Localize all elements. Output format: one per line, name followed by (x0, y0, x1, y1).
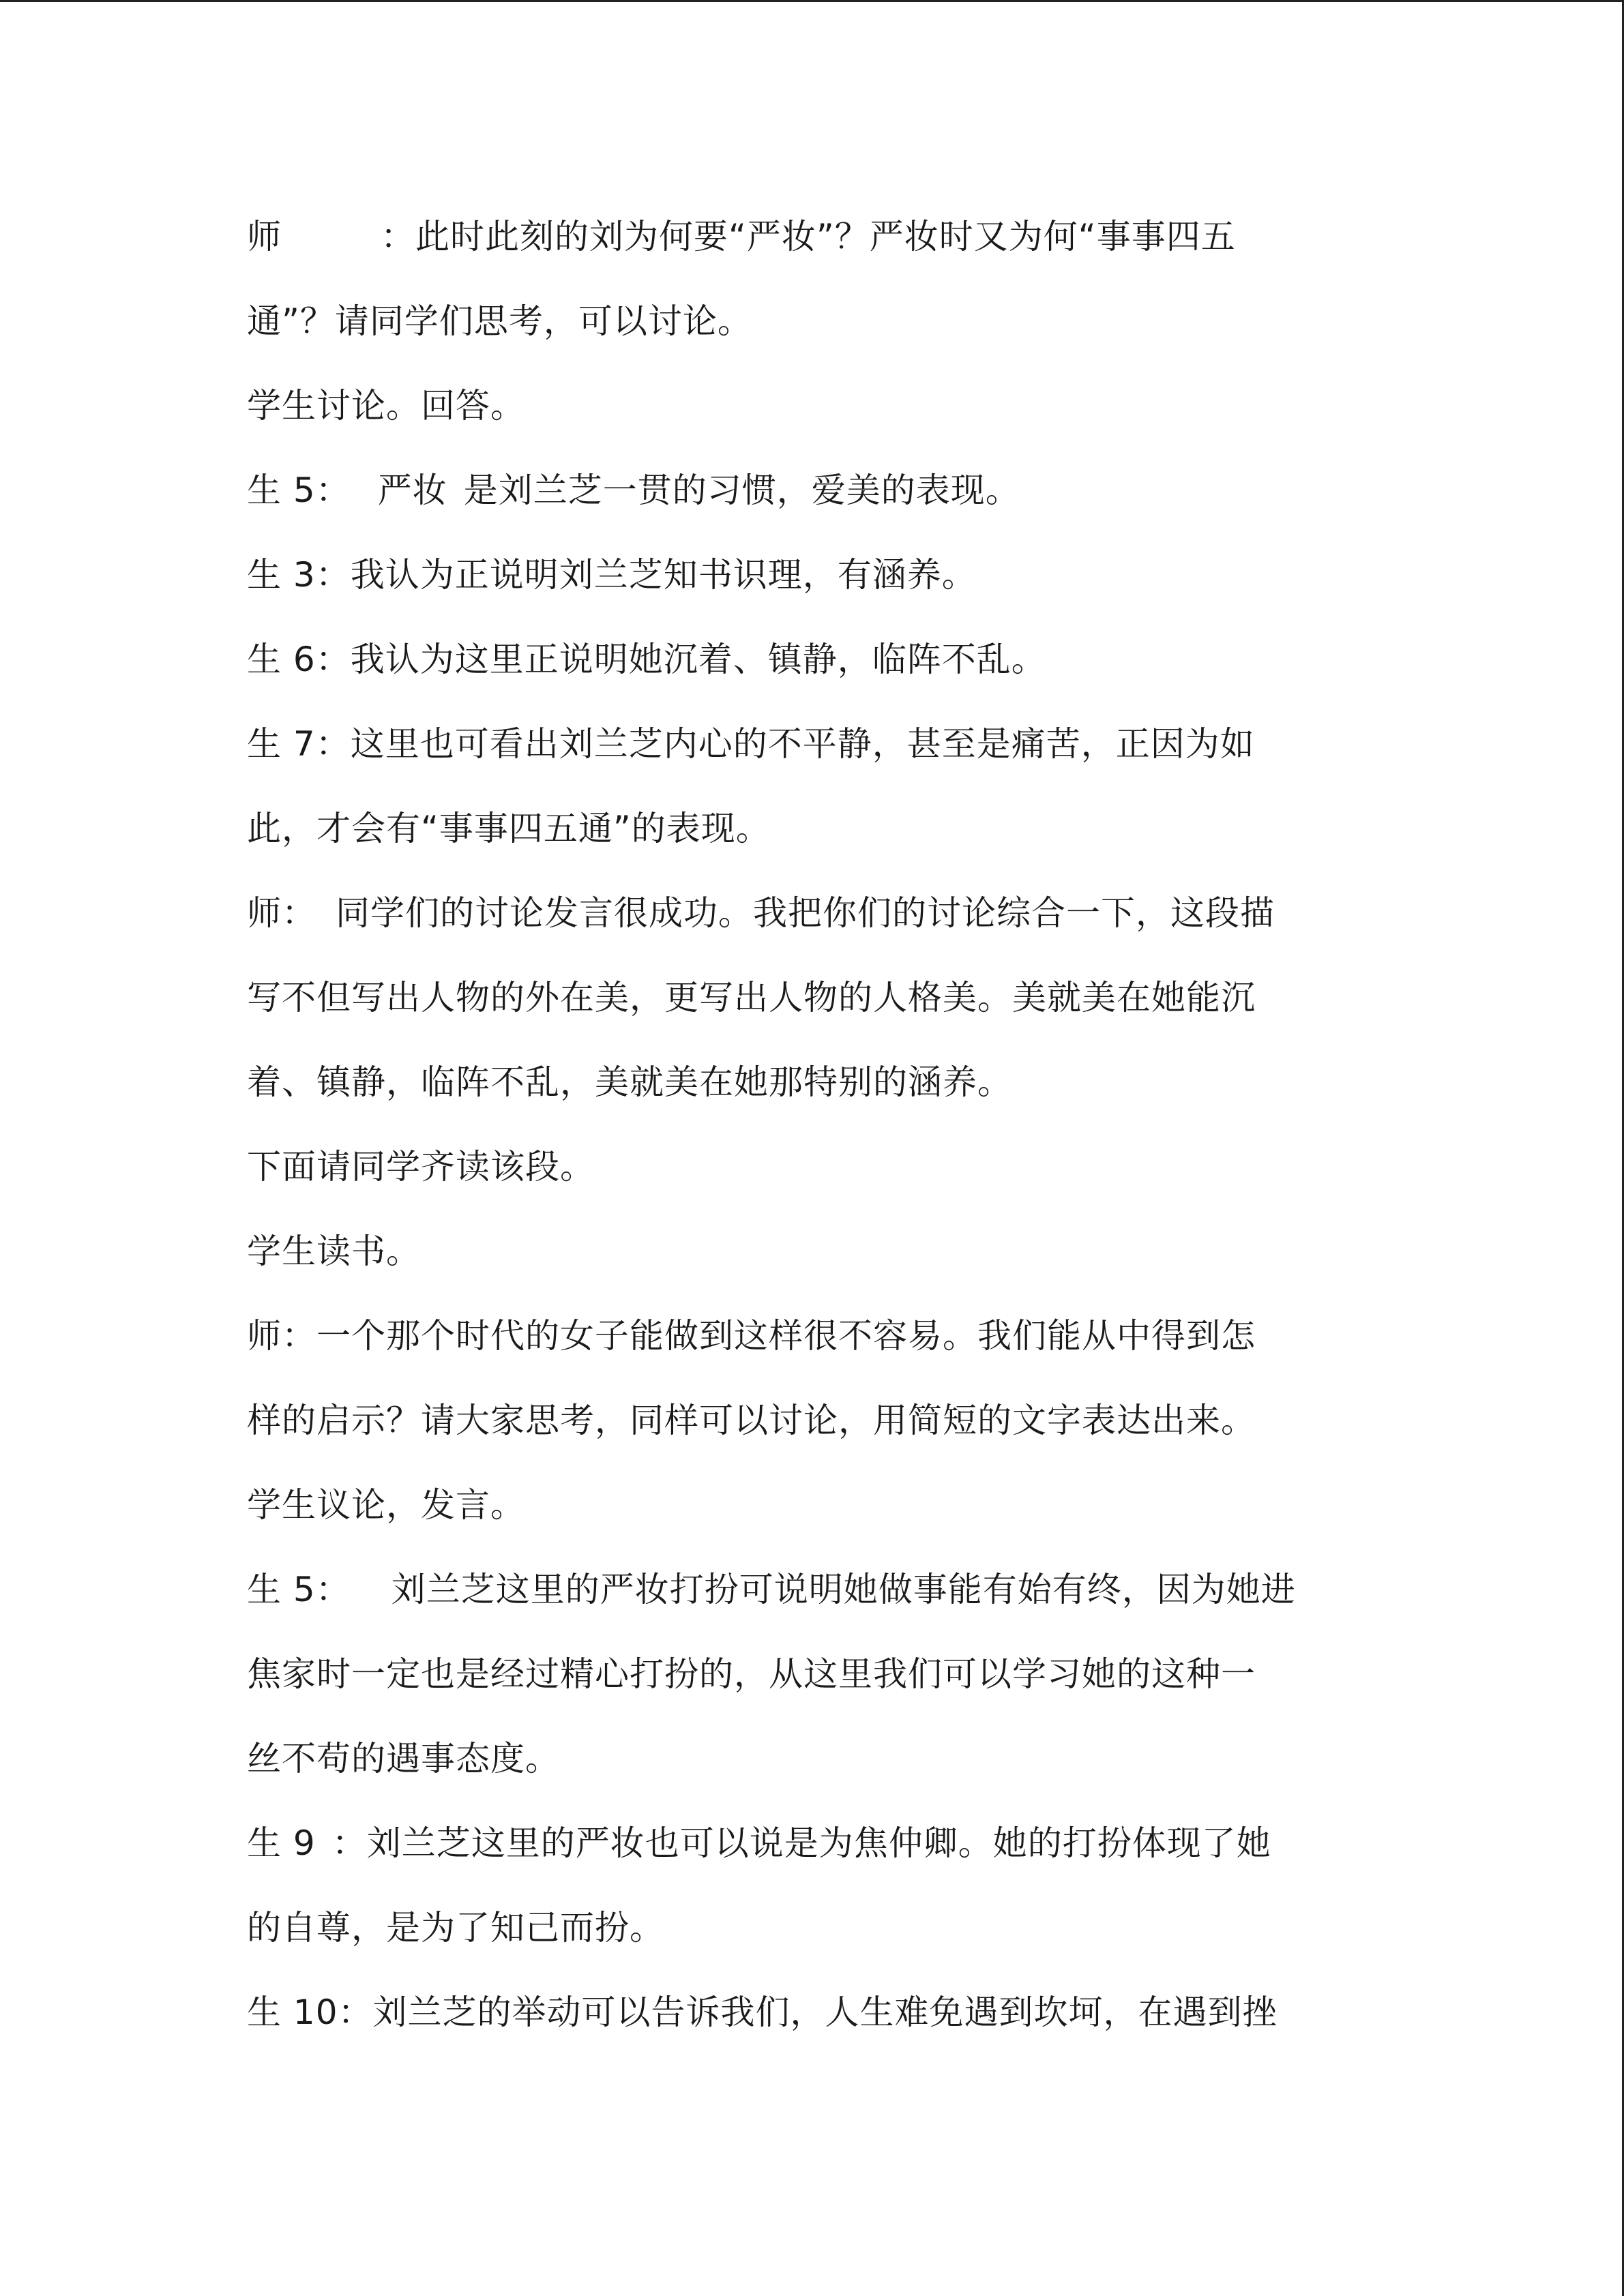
speaker-label: 生 6： (247, 640, 351, 679)
page-border-top (0, 0, 1624, 2)
speaker-label: 生 5： (247, 1570, 351, 1609)
line-text: 我认为正说明刘兰芝知书识理，有涵养。 (350, 555, 977, 595)
text-line-21 (247, 1885, 1406, 1970)
line-text: 我认为这里正说明她沉着、镇静，临阵不乱。 (350, 640, 1046, 679)
speaker-label: 生 3： (247, 555, 351, 595)
text-line-6 (247, 617, 1406, 702)
text-line-16 (247, 1463, 1406, 1547)
line-text: 严妆 (377, 471, 447, 510)
line-text: 的自尊，是为了知己而扮。 (247, 1908, 664, 1948)
text-line-9 (247, 871, 1406, 955)
text-line-17 (247, 1547, 1406, 1632)
speaker-label: 师： (247, 893, 316, 933)
line-text: 师：一个那个时代的女子能做到这样很不容易。我们能从中得到怎 (247, 1316, 1256, 1356)
line-text: 样的启示？请大家思考，同样可以讨论，用简短的文字表达出来。 (247, 1401, 1256, 1440)
document-body (247, 194, 1406, 2055)
line-text: ：刘兰芝这里的严妆也可以说是为焦仲卿。她的打扮体现了她 (331, 1823, 1271, 1863)
text-line-1 (247, 194, 1406, 279)
line-text: 通”？请同学们思考，可以讨论。 (247, 301, 752, 341)
text-line-14 (247, 1294, 1406, 1378)
line-text: 此，才会有“事事四五通”的表现。 (247, 809, 771, 848)
speaker-label: 师 (247, 217, 282, 256)
text-line-4 (247, 448, 1406, 533)
text-line-2 (247, 279, 1406, 363)
line-text: 刘兰芝的举动可以告诉我们，人生难免遇到坎坷，在遇到挫 (372, 1993, 1278, 2032)
line-text: 学生讨论。回答。 (247, 386, 525, 426)
text-line-18 (247, 1632, 1406, 1716)
line-text: 着、镇静，临阵不乱，美就美在她那特别的涵养。 (247, 1062, 1012, 1102)
speaker-label: 生 9 (247, 1823, 316, 1863)
text-line-20 (247, 1801, 1406, 1885)
line-text: 写不但写出人物的外在美，更写出人物的人格美。美就美在她能沉 (247, 978, 1256, 1017)
speaker-label: 生 10： (247, 1993, 373, 2032)
line-text: 是刘兰芝一贯的习惯，爱美的表现。 (463, 471, 1020, 510)
text-line-15 (247, 1378, 1406, 1463)
speaker-label: 生 7： (247, 724, 351, 764)
line-text: 这里也可看出刘兰芝内心的不平静，甚至是痛苦，正因为如 (350, 724, 1255, 764)
text-line-22 (247, 1970, 1406, 2055)
text-line-10 (247, 955, 1406, 1040)
line-text: ：此时此刻的刘为何要“严妆”？严妆时又为何“事事四五 (381, 217, 1236, 256)
text-line-12 (247, 1124, 1406, 1209)
line-text: 学生议论，发言。 (247, 1485, 525, 1525)
line-text: 丝不苟的遇事态度。 (247, 1739, 560, 1778)
line-text: 同学们的讨论发言很成功。我把你们的讨论综合一下，这段描 (336, 893, 1275, 933)
line-text: 焦家时一定也是经过精心打扮的，从这里我们可以学习她的这种一 (247, 1654, 1256, 1694)
line-text: 刘兰芝这里的严妆打扮可说明她做事能有始有终，因为她进 (391, 1570, 1296, 1609)
text-line-13 (247, 1209, 1406, 1294)
text-line-19 (247, 1716, 1406, 1801)
speaker-label: 生 5： (247, 471, 351, 510)
text-line-7 (247, 702, 1406, 786)
text-line-8 (247, 786, 1406, 871)
line-text: 学生读书。 (247, 1232, 421, 1271)
text-line-3 (247, 363, 1406, 448)
line-text: 下面请同学齐读该段。 (247, 1147, 595, 1187)
text-line-5 (247, 533, 1406, 617)
text-line-11 (247, 1040, 1406, 1124)
